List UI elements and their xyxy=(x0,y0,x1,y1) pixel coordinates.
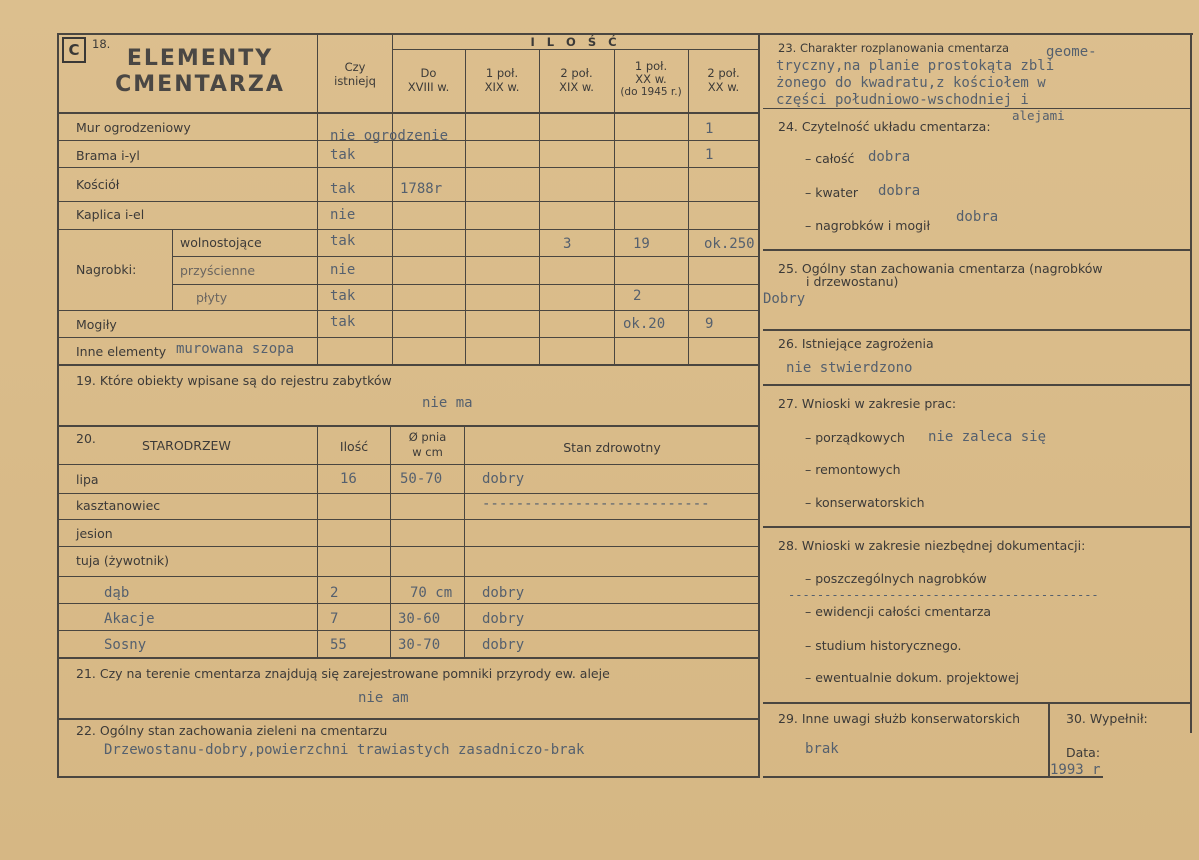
s18-number: 18. xyxy=(92,37,111,51)
tree-name: jesion xyxy=(76,526,113,541)
row-wolno-exists: tak xyxy=(330,233,356,249)
tree-state: --------------------------- xyxy=(482,496,710,512)
s26-label: 26. Istniejące zagrożenia xyxy=(778,336,934,351)
tree-state: dobry xyxy=(482,611,525,627)
col-head-line: (do 1945 r.) xyxy=(620,86,682,98)
s20-bottom xyxy=(59,657,759,659)
s23-label: 23. Charakter rozplanowania cmentarza xyxy=(778,41,1010,55)
s18-col-c xyxy=(539,50,540,365)
s24-label: 24. Czytelność układu cmentarza: xyxy=(778,119,991,134)
row-label-brama: Brama i-yl xyxy=(76,148,140,163)
row-label-wolno: wolnostojące xyxy=(180,235,262,250)
s20-r6 xyxy=(59,630,759,631)
col-head-line: Do xyxy=(420,66,437,80)
s25-bottom xyxy=(763,329,1191,331)
tree-name: Akacje xyxy=(104,611,155,627)
s27-item-label: – konserwatorskich xyxy=(805,495,925,510)
row-wolno-xix2: 3 xyxy=(563,236,572,252)
col-head-line: 2 poł. xyxy=(707,66,740,80)
s23-line1: geome- xyxy=(1046,44,1097,60)
col-head-line: XIX w. xyxy=(559,80,594,94)
s28-dashes: ------------------------------------------- xyxy=(788,588,1099,602)
s18-col-head-xx1 xyxy=(614,60,688,99)
tree-diam: 70 cm xyxy=(410,585,453,601)
s30-label: 30. Wypełnił: xyxy=(1066,711,1148,726)
s20-col-ilosc: Ilość xyxy=(339,439,369,454)
s20-number: 20. xyxy=(76,431,96,446)
s18-col-head-xix1 xyxy=(465,66,539,94)
row-plyty-xx1: 2 xyxy=(633,288,642,304)
tree-name: kasztanowiec xyxy=(76,498,161,513)
tree-count: 55 xyxy=(330,637,347,653)
s24-item-value: dobra xyxy=(956,209,999,225)
s20-col-diam xyxy=(390,427,391,658)
s23-line2: tryczny,na planie prostokąta zbli xyxy=(776,58,1055,74)
s29-label: 29. Inne uwagi służb konserwatorskich xyxy=(778,711,1020,726)
s18-row5 xyxy=(173,256,759,257)
s27-item-label: – porządkowych xyxy=(805,430,905,445)
s20-r4 xyxy=(59,576,759,577)
s20-r5 xyxy=(59,603,759,604)
s18-nagrobki-split xyxy=(172,229,173,310)
s18-bottom xyxy=(59,364,759,366)
row-label-mur: Mur ogrodzeniowy xyxy=(76,120,191,135)
s19-label: 19. Które obiekty wpisane są do rejestru zabytków xyxy=(76,373,392,388)
s20-col-pnia-l1: Ø pnia xyxy=(408,430,447,444)
s26-value: nie stwierdzono xyxy=(786,360,913,376)
s25-label-1: 25. Ogólny stan zachowania cmentarza (nagrobków xyxy=(778,261,1103,276)
tree-name: lipa xyxy=(76,472,99,487)
s18-title xyxy=(115,46,285,98)
card-letter-box: C xyxy=(62,37,86,63)
s18-row3 xyxy=(59,201,759,202)
s18-exists-h1: Czy xyxy=(344,60,366,74)
s24-item-value: dobra xyxy=(868,149,911,165)
row-mur-exists: nie ogrodzenie xyxy=(330,128,449,144)
s21-value: nie am xyxy=(358,690,409,706)
row-label-kosciol: Kościół xyxy=(76,177,120,192)
s18-col-head-xix2 xyxy=(539,66,614,94)
s18-title-line2: CMENTARZA xyxy=(115,72,285,97)
right-panel-edge xyxy=(1190,33,1192,733)
tree-diam: 50-70 xyxy=(400,471,443,487)
s23-line4: części południowo-wschodniej i xyxy=(776,92,1029,108)
tree-name: Sosny xyxy=(104,637,147,653)
row-brama-exists: tak xyxy=(330,147,356,163)
tree-state: dobry xyxy=(482,471,525,487)
row-inne-value: murowana szopa xyxy=(176,341,295,357)
s18-title-line1: ELEMENTY xyxy=(126,46,274,71)
row-label-nagrobki: Nagrobki: xyxy=(76,262,137,277)
row-mogily-exists: tak xyxy=(330,314,356,330)
row-label-inne: Inne elementy xyxy=(76,344,167,359)
s20-col-pnia-l2: w cm xyxy=(412,445,443,459)
s26-bottom xyxy=(763,384,1191,386)
s20-header-bottom xyxy=(59,464,759,465)
col-head-line: XX w. xyxy=(635,72,667,86)
row-label-przy: przyścienne xyxy=(180,263,256,278)
s28-item: – studium historycznego. xyxy=(805,638,962,653)
tree-count: 2 xyxy=(330,585,339,601)
s18-row7 xyxy=(59,310,759,311)
s30-date-label: Data: xyxy=(1066,745,1101,760)
row-wolno-xx2: ok.250 xyxy=(704,236,755,252)
s21-bottom xyxy=(59,718,759,720)
s19-bottom xyxy=(59,425,759,427)
s18-col-head-xx2 xyxy=(688,66,759,94)
s28-bottom xyxy=(763,702,1191,704)
s20-col-pnia xyxy=(391,430,464,460)
s19-value: nie ma xyxy=(422,395,473,411)
row-plyty-exists: tak xyxy=(330,288,356,304)
s21-label: 21. Czy na terenie cmentarza znajdują się zarejestrowane pomniki przyrody ew. aleje xyxy=(76,666,610,681)
row-mogily-xx2: 9 xyxy=(705,316,714,332)
row-label-mogily: Mogiły xyxy=(76,317,117,332)
s24-bottom xyxy=(763,249,1191,251)
s30-date-value: 1993 r xyxy=(1050,762,1101,778)
s20-col-count xyxy=(317,427,318,658)
s18-row8 xyxy=(59,337,759,338)
col-head-line: 2 poł. xyxy=(560,66,593,80)
s18-exists-header xyxy=(318,60,392,88)
s28-item: – poszczególnych nagrobków xyxy=(805,571,987,586)
s24-item-label: – całość xyxy=(805,151,855,166)
s24-item-label: – nagrobków i mogił xyxy=(805,218,931,233)
s27-label: 27. Wnioski w zakresie prac: xyxy=(778,396,957,411)
s20-col-stan: Stan zdrowotny xyxy=(563,440,661,455)
col-head-line: XIX w. xyxy=(484,80,520,94)
tree-name: tuja (żywotnik) xyxy=(76,553,170,568)
left-panel-right-rule xyxy=(758,33,760,778)
col-head-line: XX w. xyxy=(707,80,740,94)
s20-col-state xyxy=(464,427,465,658)
row-label-kaplica: Kaplica i-el xyxy=(76,207,145,222)
row-mur-xx2: 1 xyxy=(705,121,714,137)
s18-exists-h2: istniejq xyxy=(334,74,376,88)
s18-col-head-xviii xyxy=(392,66,465,94)
s18-ilosc-header: I L O Ś Ć xyxy=(530,35,621,49)
s20-head: STARODRZEW xyxy=(142,438,231,453)
col-head-line: 1 poł. xyxy=(634,59,668,73)
s22-label: 22. Ogólny stan zachowania zieleni na cmentarzu xyxy=(76,723,388,738)
s22-value: Drzewostanu-dobry,powierzchni trawiastych zasadniczo-brak xyxy=(104,742,585,758)
s28-item: – ewentualnie dokum. projektowej xyxy=(805,670,1020,685)
s28-label: 28. Wnioski w zakresie niezbędnej dokumentacji: xyxy=(778,538,1086,553)
s27-bottom xyxy=(763,526,1191,528)
s20-r2 xyxy=(59,519,759,520)
s25-label-2: i drzewostanu) xyxy=(806,274,899,289)
col-head-line: XVIII w. xyxy=(407,80,450,94)
s24-item-label: – kwater xyxy=(805,185,859,200)
s25-value: Dobry xyxy=(763,291,806,307)
outer-left-rule xyxy=(57,33,59,778)
tree-count: 7 xyxy=(330,611,339,627)
s24-item-value: dobra xyxy=(878,183,921,199)
tree-state: dobry xyxy=(482,585,525,601)
s18-col-e xyxy=(688,50,689,365)
s20-r3 xyxy=(59,546,759,547)
s23-line5: alejami xyxy=(1012,108,1065,123)
outer-bottom-rule xyxy=(57,776,759,778)
row-mogily-xx1: ok.20 xyxy=(623,316,666,332)
s27-item-label: – remontowych xyxy=(805,462,901,477)
s23-line3: żonego do kwadratu,z kościołem w xyxy=(776,75,1046,91)
s20-r1 xyxy=(59,493,759,494)
row-label-plyty: płyty xyxy=(196,290,228,305)
s18-row2 xyxy=(59,167,759,168)
s18-ilosc-rule xyxy=(392,49,759,50)
row-przy-exists: nie xyxy=(330,262,356,278)
tree-diam: 30-60 xyxy=(398,611,441,627)
tree-name: dąb xyxy=(104,585,130,601)
tree-state: dobry xyxy=(482,637,525,653)
s29-value: brak xyxy=(805,741,839,757)
row-wolno-xx1: 19 xyxy=(633,236,650,252)
s18-row6 xyxy=(173,284,759,285)
s18-col-b xyxy=(465,50,466,365)
tree-count: 16 xyxy=(340,471,357,487)
tree-diam: 30-70 xyxy=(398,637,441,653)
s18-row4 xyxy=(59,229,759,230)
s28-item: – ewidencji całości cmentarza xyxy=(805,604,992,619)
row-kosciol-exists: tak xyxy=(330,181,356,197)
row-kaplica-exists: nie xyxy=(330,207,356,223)
row-brama-xx2: 1 xyxy=(705,147,714,163)
s27-item-value: nie zaleca się xyxy=(928,429,1047,445)
row-kosciol-xviii: 1788r xyxy=(400,181,443,197)
s23-bottom xyxy=(763,108,1191,109)
col-head-line: 1 poł. xyxy=(485,66,519,80)
s18-header-bottom xyxy=(59,112,759,114)
